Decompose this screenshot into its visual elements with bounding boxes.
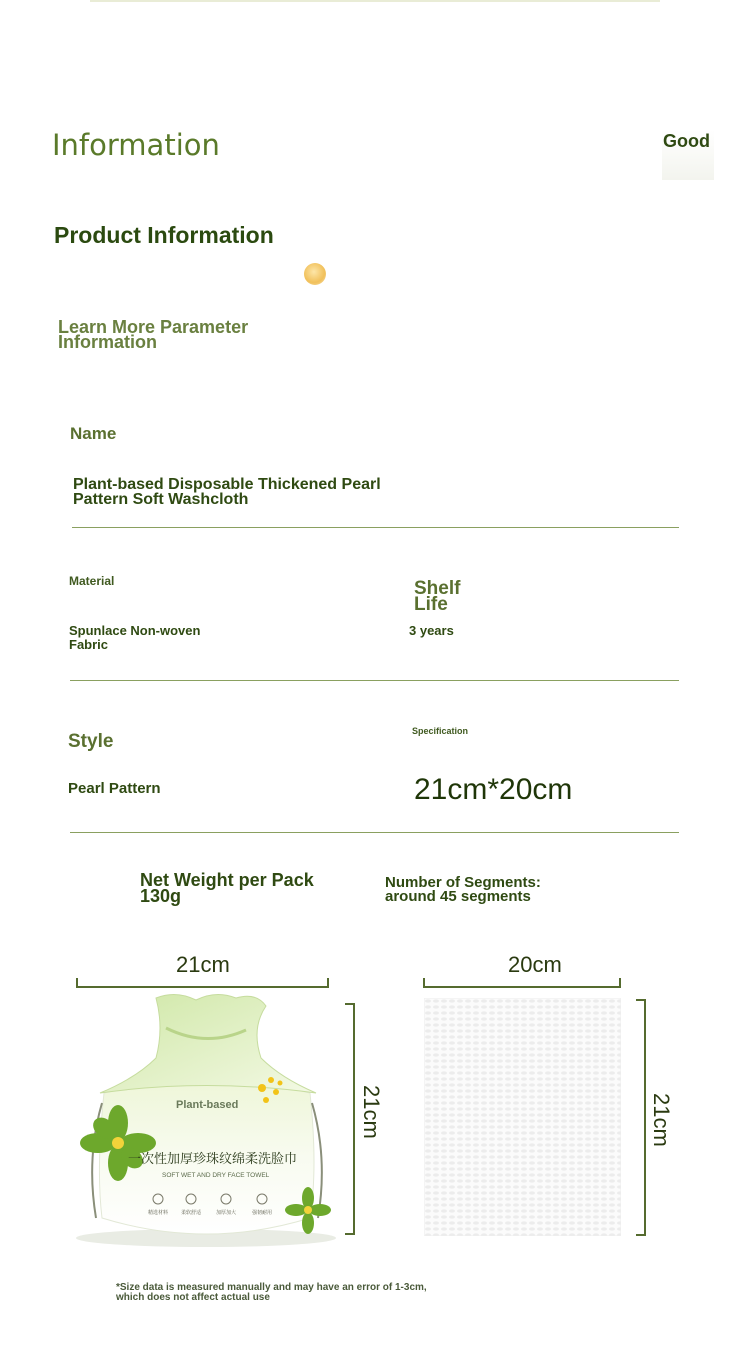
segments-count: Number of Segments: around 45 segments <box>385 874 541 905</box>
specification-value: 21cm*20cm <box>414 773 573 806</box>
style-value: Pearl Pattern <box>68 780 161 797</box>
shelf-life-value: 3 years <box>409 623 454 638</box>
shelf-life-label: Shelf Life <box>414 578 461 615</box>
sheet-height-label: 21cm <box>649 1093 674 1147</box>
learn-more-subtitle: Learn More Parameter Information <box>58 317 249 352</box>
package-icon-label: 加厚加大 <box>216 1210 237 1216</box>
product-information-title: Product Information <box>54 222 274 248</box>
sheet-width-label: 20cm <box>508 952 562 977</box>
good-badge: Good <box>663 131 710 151</box>
package-brand: Plant-based <box>176 1099 239 1111</box>
package-icon-label: 柔软舒适 <box>181 1210 202 1216</box>
specification-label: Specification <box>412 726 469 736</box>
roll-width-bracket <box>76 978 329 988</box>
package-cn-title: 一次性加厚珍珠纹绵柔洗脸巾 <box>128 1152 298 1167</box>
size-footnote: *Size data is measured manually and may have an error of 1-3cm, which does not affect actual use <box>116 1282 427 1303</box>
divider <box>72 527 679 528</box>
top-divider <box>90 0 660 2</box>
information-heading: Information <box>52 128 220 162</box>
divider <box>70 680 679 681</box>
name-value: Plant-based Disposable Thickened Pearl Pattern Soft Washcloth <box>73 476 381 508</box>
package-en-title: SOFT WET AND DRY FACE TOWEL <box>162 1172 270 1179</box>
roll-width-label: 21cm <box>176 952 230 977</box>
sheet-height-bracket <box>636 999 646 1236</box>
divider <box>70 832 679 833</box>
name-label: Name <box>70 424 117 443</box>
roll-height-bracket <box>345 1003 355 1235</box>
material-value: Spunlace Non-woven Fabric <box>69 623 201 652</box>
material-label: Material <box>69 574 115 588</box>
washcloth-sheet-image <box>424 998 621 1236</box>
roll-height-label: 21cm <box>359 1085 384 1139</box>
net-weight: Net Weight per Pack 130g <box>140 870 314 906</box>
package-icon-label: 强韧耐用 <box>252 1210 273 1216</box>
sheet-width-bracket <box>423 978 621 988</box>
style-label: Style <box>68 731 114 752</box>
package-icon-label: 精选材料 <box>148 1210 169 1216</box>
decorative-dot-icon <box>304 263 326 285</box>
product-package-image <box>66 988 346 1250</box>
